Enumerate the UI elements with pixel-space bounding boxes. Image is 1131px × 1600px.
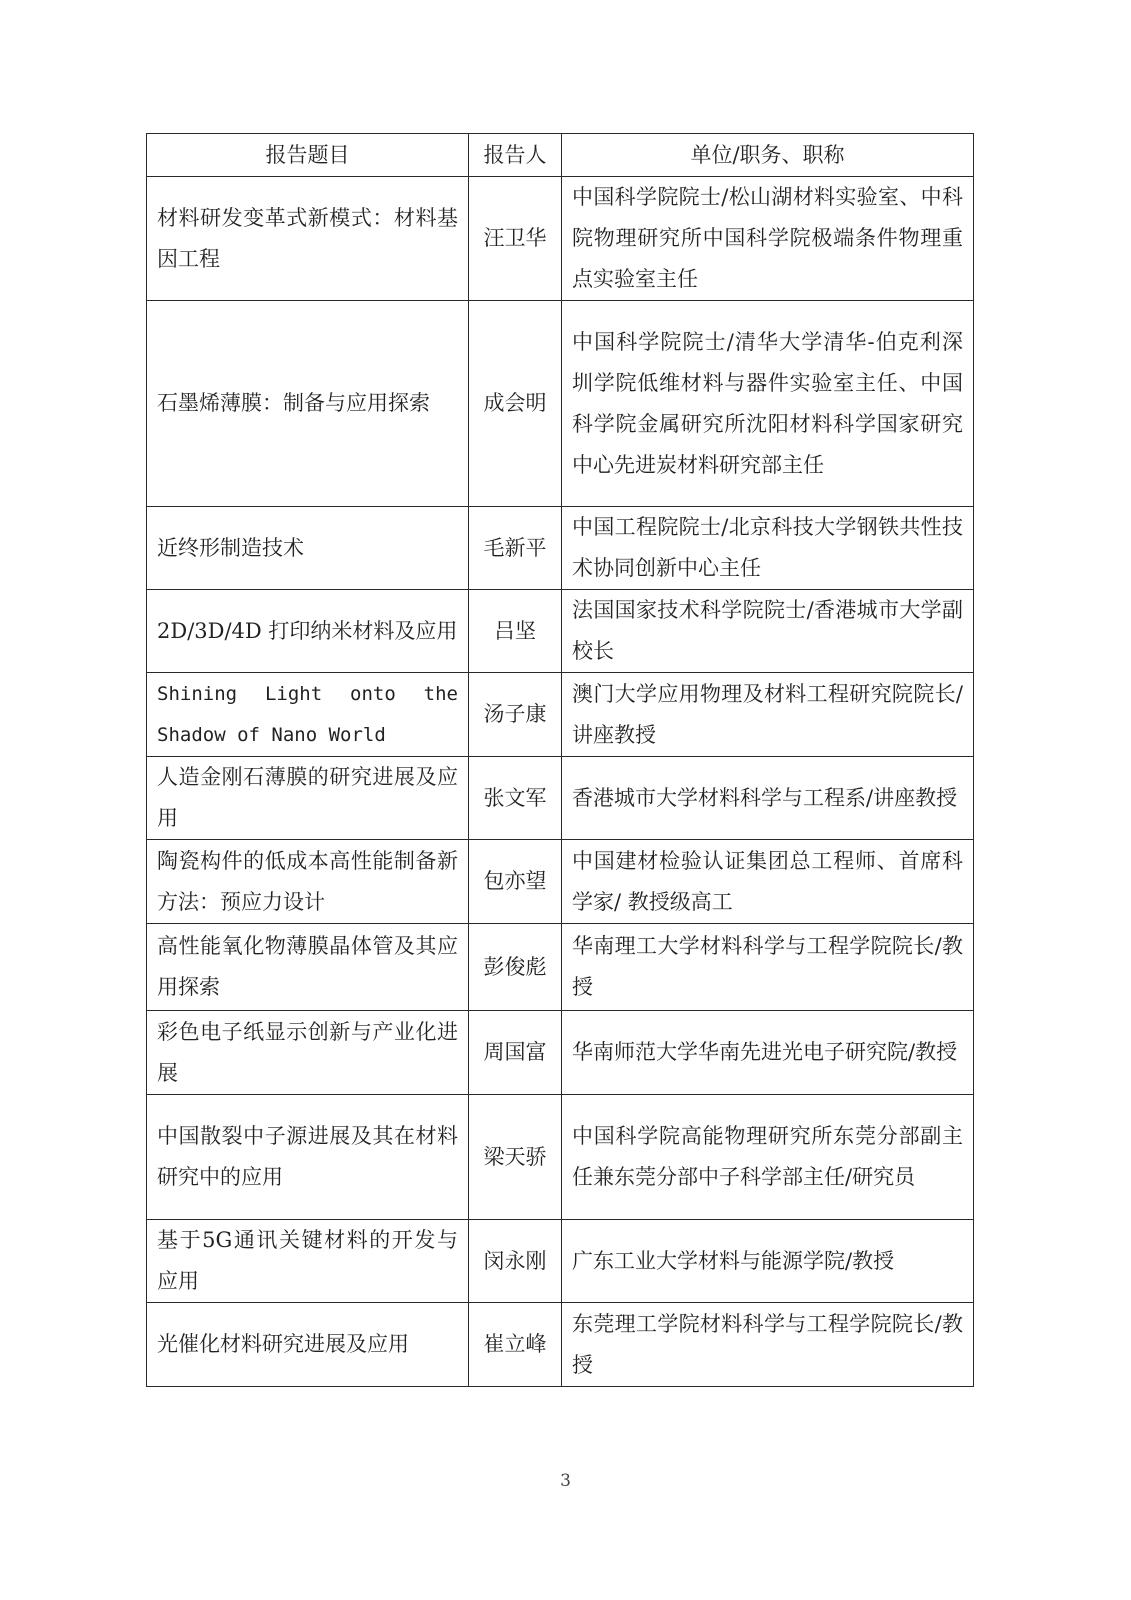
speaker-schedule-table <box>146 133 974 1387</box>
table-row <box>147 757 974 840</box>
report-topic: 材料研发变革式新模式：材料基因工程 <box>147 177 469 301</box>
table-row <box>147 177 974 301</box>
table-header-row <box>147 134 974 177</box>
report-topic: 基于5G通讯关键材料的开发与应用 <box>147 1220 469 1303</box>
header-topic: 报告题目 <box>147 134 469 177</box>
table-row <box>147 590 974 673</box>
report-topic: 陶瓷构件的低成本高性能制备新方法：预应力设计 <box>147 840 469 924</box>
table-row <box>147 1095 974 1220</box>
header-speaker: 报告人 <box>469 134 562 177</box>
table-row <box>147 840 974 924</box>
header-affiliation: 单位/职务、职称 <box>562 134 974 177</box>
speaker-name: 吕坚 <box>469 590 562 673</box>
speaker-name: 毛新平 <box>469 507 562 590</box>
report-topic: 中国散裂中子源进展及其在材料研究中的应用 <box>147 1095 469 1220</box>
report-topic: 彩色电子纸显示创新与产业化进展 <box>147 1011 469 1095</box>
table-row <box>147 1011 974 1095</box>
speaker-affiliation: 华南师范大学华南先进光电子研究院/教授 <box>562 1011 974 1095</box>
table-row <box>147 301 974 507</box>
report-topic: 高性能氧化物薄膜晶体管及其应用探索 <box>147 924 469 1011</box>
table-row <box>147 924 974 1011</box>
page-number: 3 <box>560 1471 571 1491</box>
table-row <box>147 1220 974 1303</box>
speaker-affiliation: 澳门大学应用物理及材料工程研究院院长/讲座教授 <box>562 673 974 757</box>
table-row <box>147 507 974 590</box>
speaker-name: 汤子康 <box>469 673 562 757</box>
speaker-name: 梁天骄 <box>469 1095 562 1220</box>
speaker-affiliation: 中国科学院高能物理研究所东莞分部副主任兼东莞分部中子科学部主任/研究员 <box>562 1095 974 1220</box>
speaker-affiliation: 香港城市大学材料科学与工程系/讲座教授 <box>562 757 974 840</box>
speaker-affiliation: 中国工程院院士/北京科技大学钢铁共性技术协同创新中心主任 <box>562 507 974 590</box>
speaker-name: 成会明 <box>469 301 562 507</box>
report-topic: 近终形制造技术 <box>147 507 469 590</box>
speaker-name: 崔立峰 <box>469 1303 562 1387</box>
speaker-name: 周国富 <box>469 1011 562 1095</box>
report-topic: Shining Light onto the Shadow of Nano World <box>147 673 469 757</box>
speaker-affiliation: 东莞理工学院材料科学与工程学院院长/教授 <box>562 1303 974 1387</box>
speaker-affiliation: 广东工业大学材料与能源学院/教授 <box>562 1220 974 1303</box>
report-topic: 光催化材料研究进展及应用 <box>147 1303 469 1387</box>
speaker-name: 包亦望 <box>469 840 562 924</box>
speaker-affiliation: 中国科学院院士/松山湖材料实验室、中科院物理研究所中国科学院极端条件物理重点实验室主任 <box>562 177 974 301</box>
speaker-affiliation: 华南理工大学材料科学与工程学院院长/教授 <box>562 924 974 1011</box>
report-topic: 石墨烯薄膜：制备与应用探索 <box>147 301 469 507</box>
report-topic: 2D/3D/4D 打印纳米材料及应用 <box>147 590 469 673</box>
speaker-name: 张文军 <box>469 757 562 840</box>
table-row <box>147 673 974 757</box>
speaker-affiliation: 中国建材检验认证集团总工程师、首席科学家/ 教授级高工 <box>562 840 974 924</box>
report-topic: 人造金刚石薄膜的研究进展及应用 <box>147 757 469 840</box>
table-row <box>147 1303 974 1387</box>
speaker-name: 闵永刚 <box>469 1220 562 1303</box>
speaker-affiliation: 法国国家技术科学院院士/香港城市大学副校长 <box>562 590 974 673</box>
speaker-affiliation: 中国科学院院士/清华大学清华-伯克利深圳学院低维材料与器件实验室主任、中国科学院金属研究所沈阳材料科学国家研究中心先进炭材料研究部主任 <box>562 301 974 507</box>
speaker-name: 彭俊彪 <box>469 924 562 1011</box>
speaker-name: 汪卫华 <box>469 177 562 301</box>
